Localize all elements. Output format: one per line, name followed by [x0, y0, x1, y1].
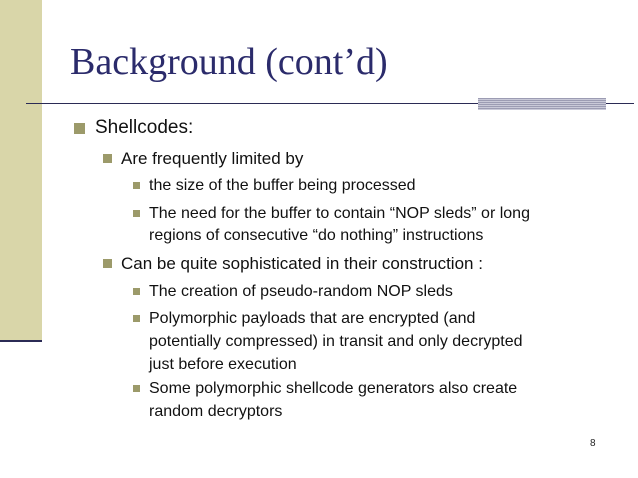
square-bullet-icon — [133, 385, 140, 392]
square-bullet-icon — [103, 154, 112, 163]
bullet-text-line-1: Some polymorphic shellcode generators also create — [149, 380, 518, 397]
square-bullet-icon — [74, 123, 85, 134]
bullet-text-line-1: The need for the buffer to contain “NOP sleds” or long — [149, 205, 530, 222]
title-rule-accent — [478, 98, 606, 110]
square-bullet-icon — [133, 210, 140, 217]
bullet-text: the size of the buffer being processed — [149, 177, 416, 194]
page-number: 8 — [590, 438, 596, 449]
sidebar-divider — [0, 340, 42, 342]
bullet-text: Shellcodes: — [95, 117, 194, 138]
square-bullet-icon — [133, 288, 140, 295]
slide-title: Background (cont’d) — [70, 41, 388, 83]
bullet-text-line-1: Polymorphic payloads that are encrypted (and — [149, 310, 476, 327]
bullet-text: Can be quite sophisticated in their construction : — [121, 254, 483, 273]
bullet-text-line-3: just before execution — [149, 356, 297, 373]
bullet-text-line-2: potentially compressed) in transit and only decrypted — [149, 333, 523, 350]
slide-sidebar-decoration — [0, 0, 42, 342]
bullet-text-line-2: random decryptors — [149, 403, 283, 420]
bullet-text-line-2: regions of consecutive “do nothing” instructions — [149, 227, 484, 244]
bullet-text: Are frequently limited by — [121, 149, 304, 168]
bullet-text: The creation of pseudo-random NOP sleds — [149, 283, 453, 300]
square-bullet-icon — [133, 315, 140, 322]
square-bullet-icon — [133, 182, 140, 189]
square-bullet-icon — [103, 259, 112, 268]
